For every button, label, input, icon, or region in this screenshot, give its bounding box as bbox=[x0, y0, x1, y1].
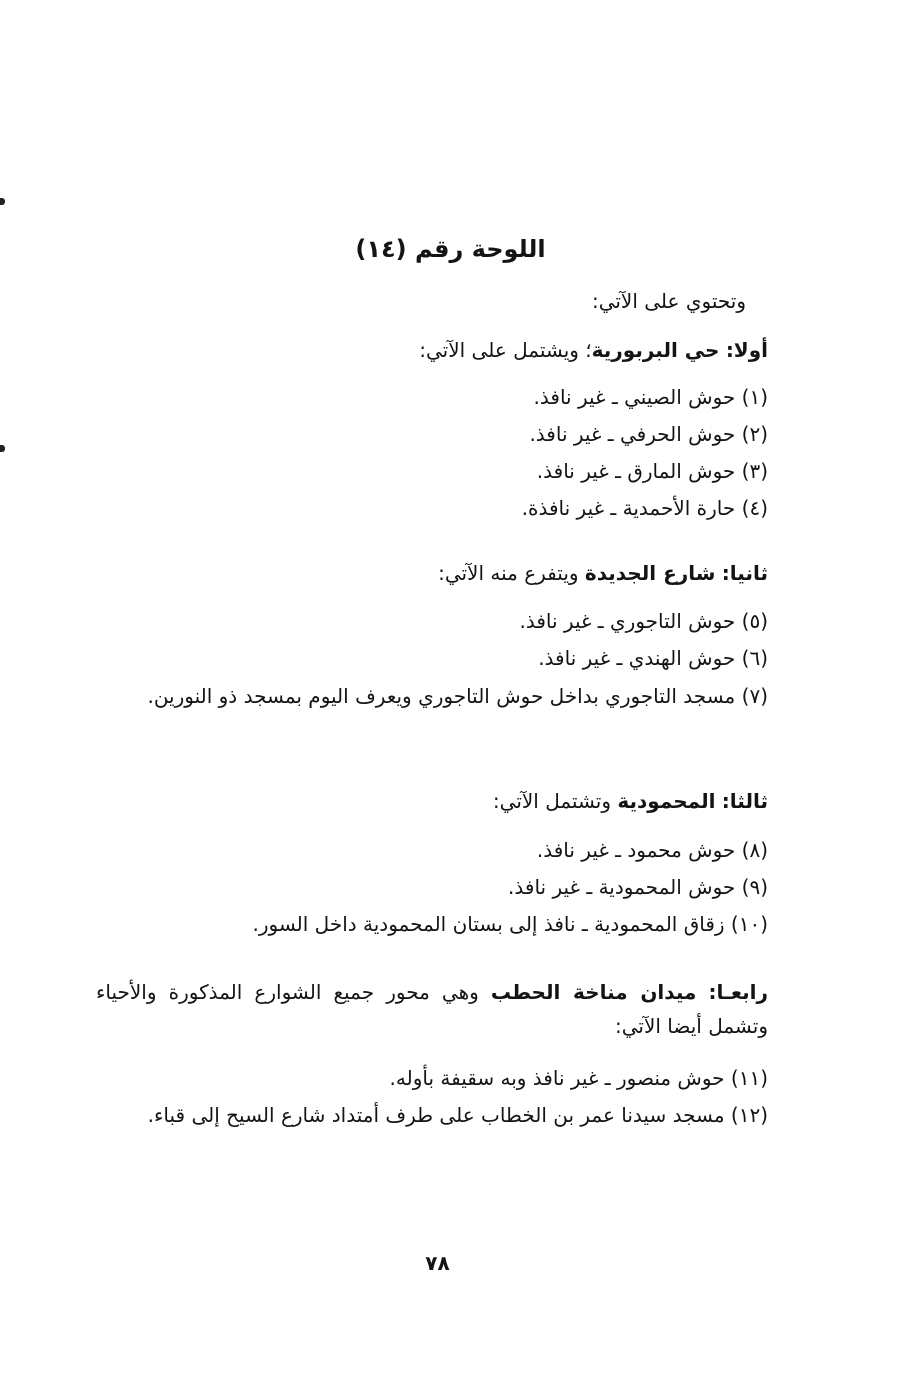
section-name: شارع الجديدة bbox=[584, 561, 716, 585]
list-item: (٧) مسجد التاجوري بداخل حوش التاجوري ويعرف اليوم بمسجد ذو النورين. bbox=[147, 684, 768, 708]
section-name: حي البربورية bbox=[591, 338, 720, 362]
section-heading-3 bbox=[493, 784, 768, 818]
section-rest: وهي محور جميع الشوارع المذكورة والأحياء وتشمل أيضا الآتي: bbox=[96, 980, 768, 1038]
list-item: (١١) حوش منصور ـ غير نافذ وبه سقيفة بأوله. bbox=[389, 1066, 768, 1090]
list-item: (٣) حوش المارق ـ غير نافذ. bbox=[536, 459, 768, 483]
section-lead: أولا: bbox=[725, 338, 768, 362]
list-item: (٢) حوش الحرفي ـ غير نافذ. bbox=[529, 422, 768, 446]
section-lead: رابعـا: bbox=[708, 980, 769, 1004]
section-name: المحمودية bbox=[617, 789, 716, 813]
section-heading-4 bbox=[96, 975, 768, 1043]
section-rest: وتشتمل الآتي: bbox=[492, 789, 618, 813]
scan-edge-mark bbox=[0, 445, 5, 452]
list-item: (٩) حوش المحمودية ـ غير نافذ. bbox=[508, 875, 768, 899]
section-heading-1 bbox=[419, 333, 768, 367]
plate-title: اللوحة رقم (١٤) bbox=[355, 235, 546, 263]
section-lead: ثانيا: bbox=[721, 561, 768, 585]
section-lead: ثالثا: bbox=[721, 789, 768, 813]
list-item: (٥) حوش التاجوري ـ غير نافذ. bbox=[519, 609, 768, 633]
list-item: (٨) حوش محمود ـ غير نافذ. bbox=[536, 838, 768, 862]
list-item: (١٠) زقاق المحمودية ـ نافذ إلى بستان المحمودية داخل السور. bbox=[252, 912, 768, 936]
list-item: (١٢) مسجد سيدنا عمر بن الخطاب على طرف أمتداد شارع السيح إلى قباء. bbox=[147, 1103, 768, 1127]
scan-edge-mark bbox=[0, 198, 5, 205]
section-rest: ويتفرع منه الآتي: bbox=[438, 561, 585, 585]
section-rest: ؛ ويشتمل على الآتي: bbox=[419, 338, 592, 362]
list-item: (١) حوش الصيني ـ غير نافذ. bbox=[533, 385, 768, 409]
list-item: (٤) حارة الأحمدية ـ غير نافذة. bbox=[521, 496, 768, 520]
section-name: ميدان مناخة الحطب bbox=[490, 980, 697, 1004]
section-heading-2 bbox=[438, 556, 768, 590]
intro-line: وتحتوي على الآتي: bbox=[591, 289, 746, 313]
list-item: (٦) حوش الهندي ـ غير نافذ. bbox=[538, 646, 768, 670]
page-number: ٧٨ bbox=[425, 1251, 450, 1275]
